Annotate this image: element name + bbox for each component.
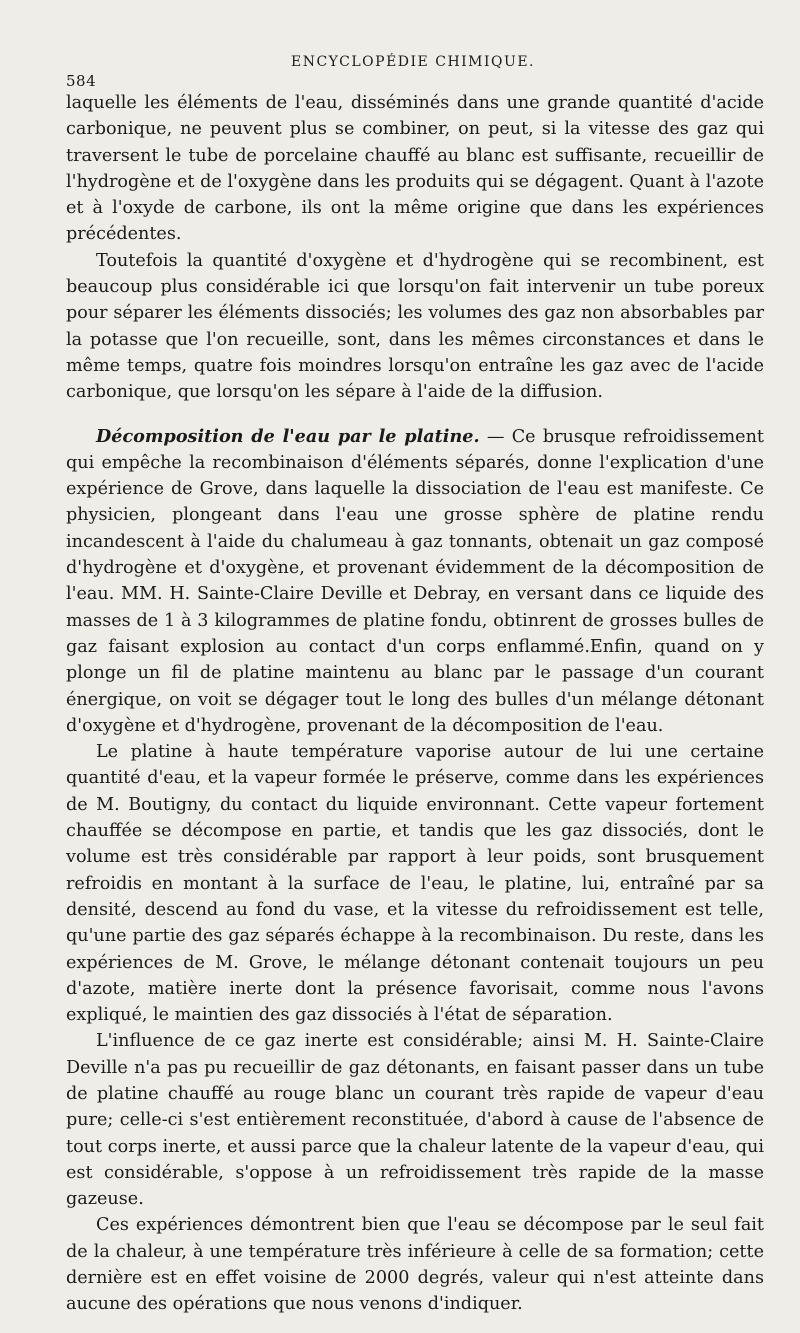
paragraph-2: Toutefois la quantité d'oxygène et d'hydrogène qui se recombinent, est beaucoup plus considérable ici que lorsqu'on fait intervenir un tube poreux pour séparer les éléments dissociés; les volumes des gaz non absorbables par la potasse que l'on recueille, sont, dans les mêmes circonstances et dans le même temps, quatre fois moindres lorsqu'on entraîne les gaz avec de l'acide carbonique, que lorsqu'on les sépare à l'aide de la diffusion.: [66, 250, 764, 403]
paragraph-3: [66, 424, 764, 740]
page-body: [66, 90, 764, 1318]
page-number: 584: [66, 72, 97, 90]
section-title: Décomposition de l'eau par le platine.: [96, 425, 480, 447]
paragraph-4: Le platine à haute température vaporise autour de lui une certaine quantité d'eau, et la vapeur formée le préserve, comme dans les expériences de M. Boutigny, du contact du liquide environnant. Cette vapeur fortement chauffée se décompose en partie, et tandis que les gaz dissociés, dont le volume est très considérable par rapport à leur poids, sont brusquement refroidis en montant à la surface de l'eau, le platine, lui, entraîné par sa densité, descend au fond du vase, et la vitesse du refroidissement est telle, qu'une partie des gaz séparés échappe à la recombinaison. Du reste, dans les expériences de M. Grove, le mélange détonant contenait toujours un peu d'azote, matière inerte dont la présence favorisait, comme nous l'avons expliqué, le maintien des gaz dissociés à l'état de séparation.: [66, 742, 764, 1026]
paragraph-3-text: — Ce brusque refroidissement qui empêche la recombinaison d'éléments séparés, donne l'explication d'une expérience de Grove, dans laquelle la dissociation de l'eau est manifeste. Ce physicien, plongeant dans l'eau une grosse sphère de platine rendu incandescent à l'aide du chalumeau à gaz tonnants, obtenait un gaz composé d'hydrogène et d'oxygène, et provenant évidemment de la décomposition de l'eau. MM. H. Sainte-Claire Deville et Debray, en versant dans ce liquide des masses de 1 à 3 kilogrammes de platine fondu, obtinrent de grosses bulles de gaz faisant explosion au contact d'un corps enflammé.Enfin, quand on y plonge un fil de platine maintenu au blanc par le passage d'un courant énergique, on voit se dégager tout le long des bulles d'un mélange détonant d'oxygène et d'hydrogène, provenant de la décomposition de l'eau.: [66, 426, 764, 736]
page-header: [66, 54, 760, 90]
paragraph-5: L'influence de ce gaz inerte est considérable; ainsi M. H. Sainte-Claire Deville n'a pas pu recueillir de gaz détonants, en faisant passer dans un tube de platine chauffé au rouge blanc un courant très rapide de vapeur d'eau pure; celle-ci s'est entièrement reconstituée, d'abord à cause de l'absence de tout corps inerte, et aussi parce que la chaleur latente de la vapeur d'eau, qui est considérable, s'oppose à un refroidissement très rapide de la masse gazeuse.: [66, 1031, 764, 1210]
paragraph-1: laquelle les éléments de l'eau, disséminés dans une grande quantité d'acide carbonique, ne peuvent plus se combiner, on peut, si la vitesse des gaz qui traversent le tube de porcelaine chauffé au blanc est suffisante, recueillir de l'hydrogène et de l'oxygène dans les produits qui se dégagent. Quant à l'azote et à l'oxyde de carbone, ils ont la même origine que dans les expériences précédentes.: [66, 93, 764, 245]
paragraph-6: Ces expériences démontrent bien que l'eau se décompose par le seul fait de la chaleur, à une température très inférieure à celle de sa formation; cette dernière est en effet voisine de 2000 degrés, valeur qui n'est atteinte dans aucune des opérations que nous venons d'indiquer.: [66, 1215, 764, 1315]
running-title: ENCYCLOPÉDIE CHIMIQUE.: [291, 54, 535, 70]
